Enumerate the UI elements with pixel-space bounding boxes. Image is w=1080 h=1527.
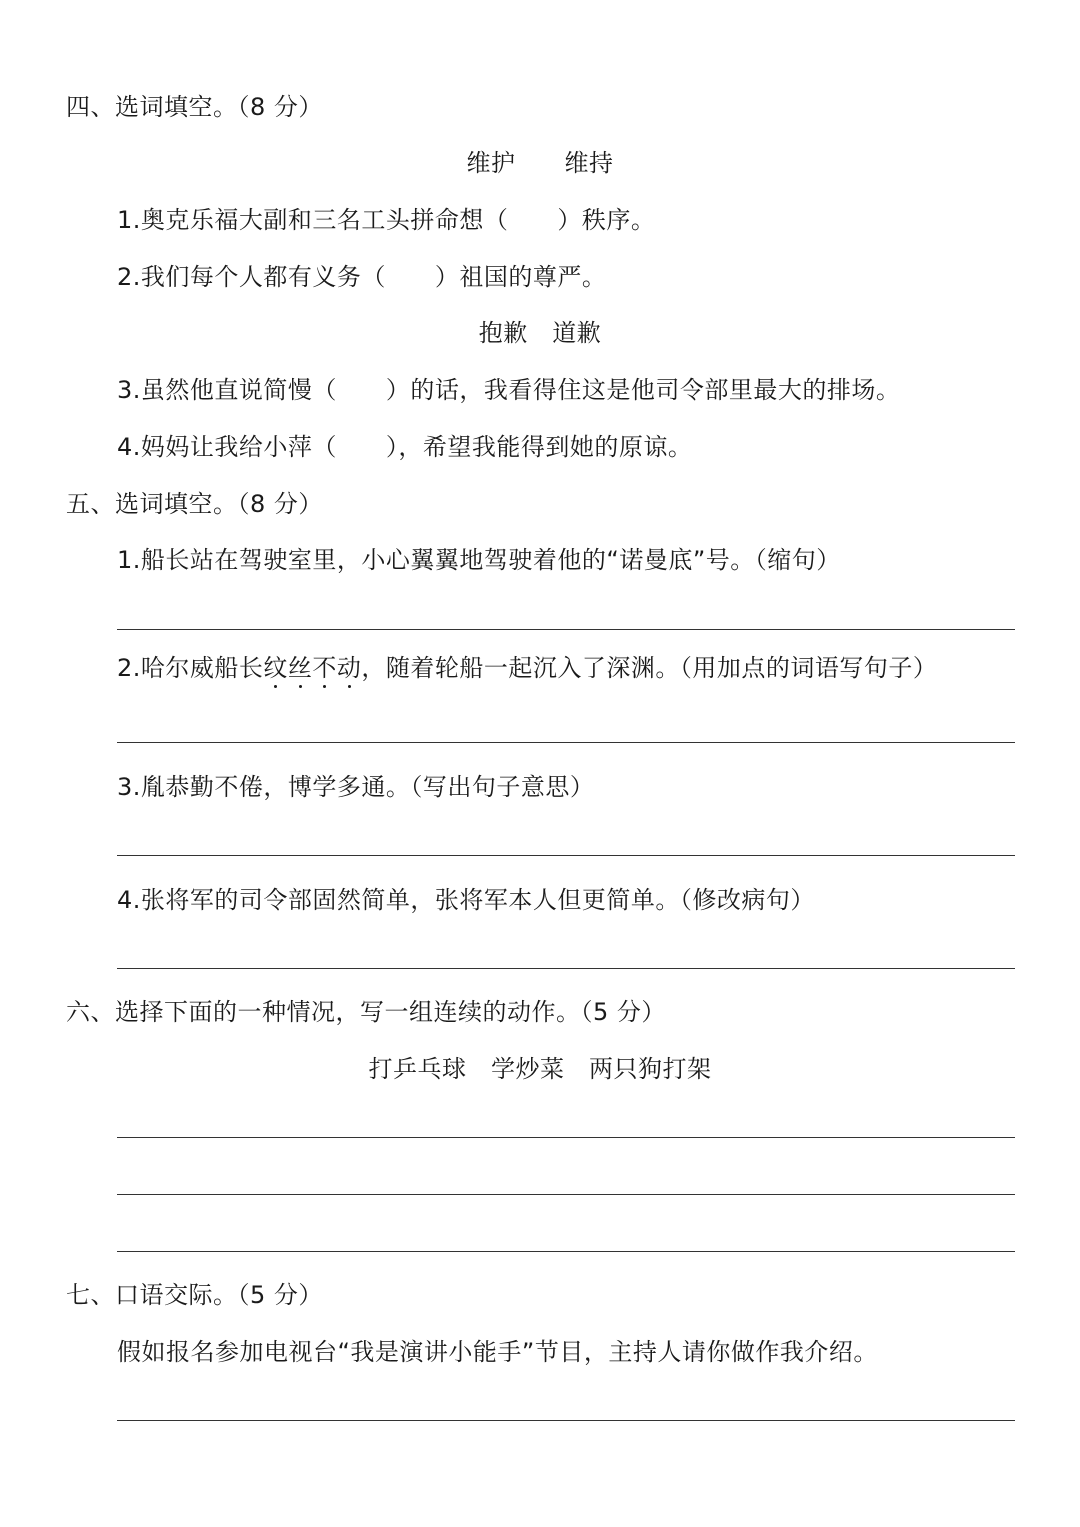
section-7-heading: 七、口语交际。（5 分） (66, 1281, 323, 1309)
answer-line (117, 1251, 1015, 1252)
speaking-prompt: 假如报名参加电视台“我是演讲小能手”节目，主持人请你做作我介绍。 (117, 1338, 878, 1366)
dotted-char: 动 (336, 654, 362, 682)
answer-line (117, 742, 1015, 743)
dotted-char: 纹 (263, 654, 288, 682)
question-5-1: 1.船长站在驾驶室里，小心翼翼地驾驶着他的“诺曼底”号。（缩句） (117, 546, 841, 574)
answer-line (117, 1194, 1015, 1195)
question-5-2-end: ，随着轮船一起沉入了深渊。（用加点的词语写句子） (361, 654, 938, 682)
situation-options: 打乒乓球 学炒菜 两只狗打架 (368, 1055, 712, 1083)
answer-line (117, 855, 1015, 856)
section-4-heading: 四、选词填空。（8 分） (66, 93, 323, 121)
word-bank-1: 维护 维持 (466, 149, 614, 177)
question-4-1: 1.奥克乐福大副和三名工头拼命想（ ）秩序。 (117, 206, 656, 234)
question-5-2 (117, 652, 937, 684)
question-5-2-start: 2.哈尔威船长 (117, 654, 264, 682)
question-5-4: 4.张将军的司令部固然简单，张将军本人但更简单。（修改病句） (117, 886, 815, 914)
question-4-3: 3.虽然他直说简慢（ ）的话，我看得住这是他司令部里最大的排场。 (117, 376, 901, 404)
question-5-3: 3.胤恭勤不倦，博学多通。（写出句子意思） (117, 773, 595, 801)
question-4-4: 4.妈妈让我给小萍（ ），希望我能得到她的原谅。 (117, 433, 693, 461)
answer-line (117, 968, 1015, 969)
answer-line (117, 1137, 1015, 1138)
section-6-heading: 六、选择下面的一种情况，写一组连续的动作。（5 分） (66, 998, 666, 1026)
dotted-char: 不 (312, 654, 337, 682)
answer-line (117, 629, 1015, 630)
section-5-heading: 五、选词填空。（8 分） (66, 490, 323, 518)
dotted-char: 丝 (287, 654, 313, 682)
word-bank-2: 抱歉 道歉 (478, 319, 602, 347)
question-4-2: 2.我们每个人都有义务（ ）祖国的尊严。 (117, 263, 607, 291)
answer-line (117, 1420, 1015, 1421)
